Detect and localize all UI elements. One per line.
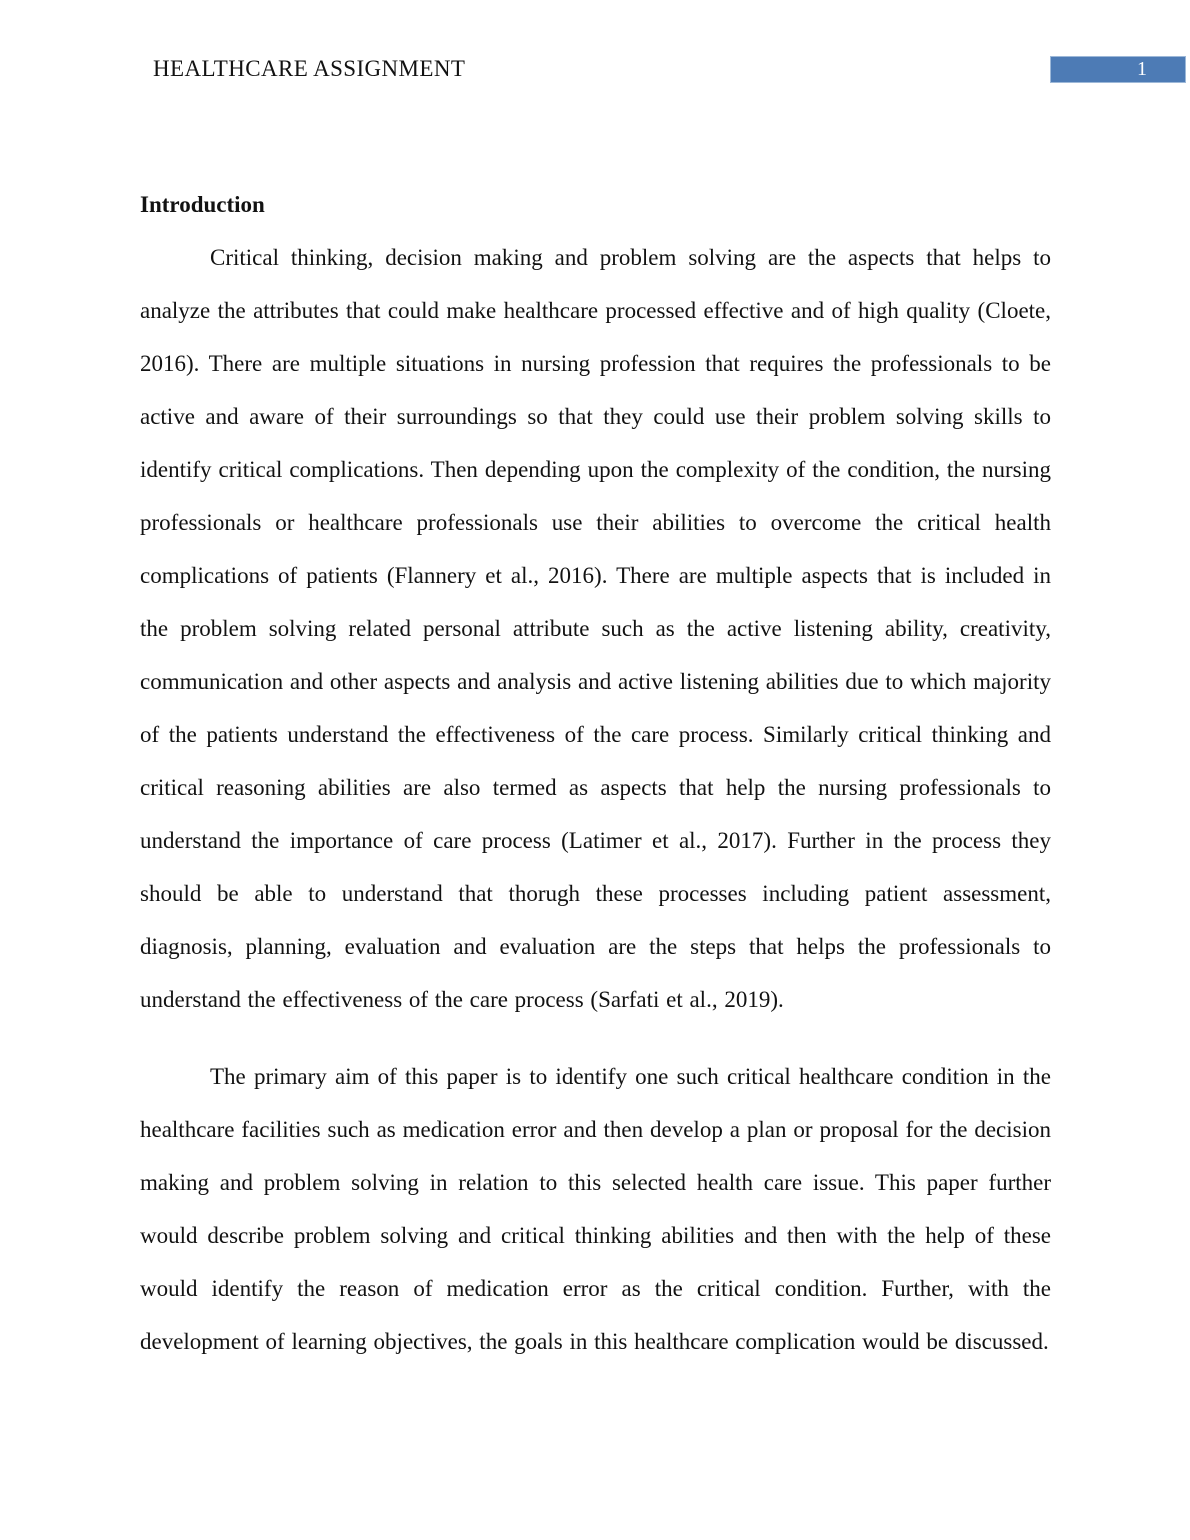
document-body (140, 178, 1051, 1368)
paragraph-1: Critical thinking, decision making and problem solving are the aspects that helps to analyze the attributes that could make healthcare processed effective and of high quality (Cloete, 2016). There are multiple situations in nursing profession that requires the professionals to be active and aware of their surroundings so that they could use their problem solving skills to identify critical complications. Then depending upon the complexity of the condition, the nursing professionals or healthcare professionals use their abilities to overcome the critical health complications of patients (Flannery et al., 2016). There are multiple aspects that is included in the problem solving related personal attribute such as the active listening ability, creativity, communication and other aspects and analysis and active listening abilities due to which majority of the patients understand the effectiveness of the care process. Similarly critical thinking and critical reasoning abilities are also termed as aspects that help the nursing professionals to understand the importance of care process (Latimer et al., 2017). Further in the process they should be able to understand that thorugh these processes including patient assessment, diagnosis, planning, evaluation and evaluation are the steps that helps the professionals to understand the effectiveness of the care process (Sarfati et al., 2019). (140, 245, 1051, 1012)
page-number-box (1050, 56, 1186, 83)
section-heading-introduction: Introduction (140, 192, 265, 217)
page-number: 1 (1137, 58, 1147, 80)
running-header: HEALTHCARE ASSIGNMENT (153, 56, 466, 81)
paragraph-2: The primary aim of this paper is to identify one such critical healthcare condition in the healthcare facilities such as medication error and then develop a plan or proposal for the decision making and problem solving in relation to this selected health care issue. This paper further would describe problem solving and critical thinking abilities and then with the help of these would identify the reason of medication error as the critical condition. Further, with the development of learning objectives, the goals in this healthcare complication would be discussed. (140, 1064, 1051, 1354)
